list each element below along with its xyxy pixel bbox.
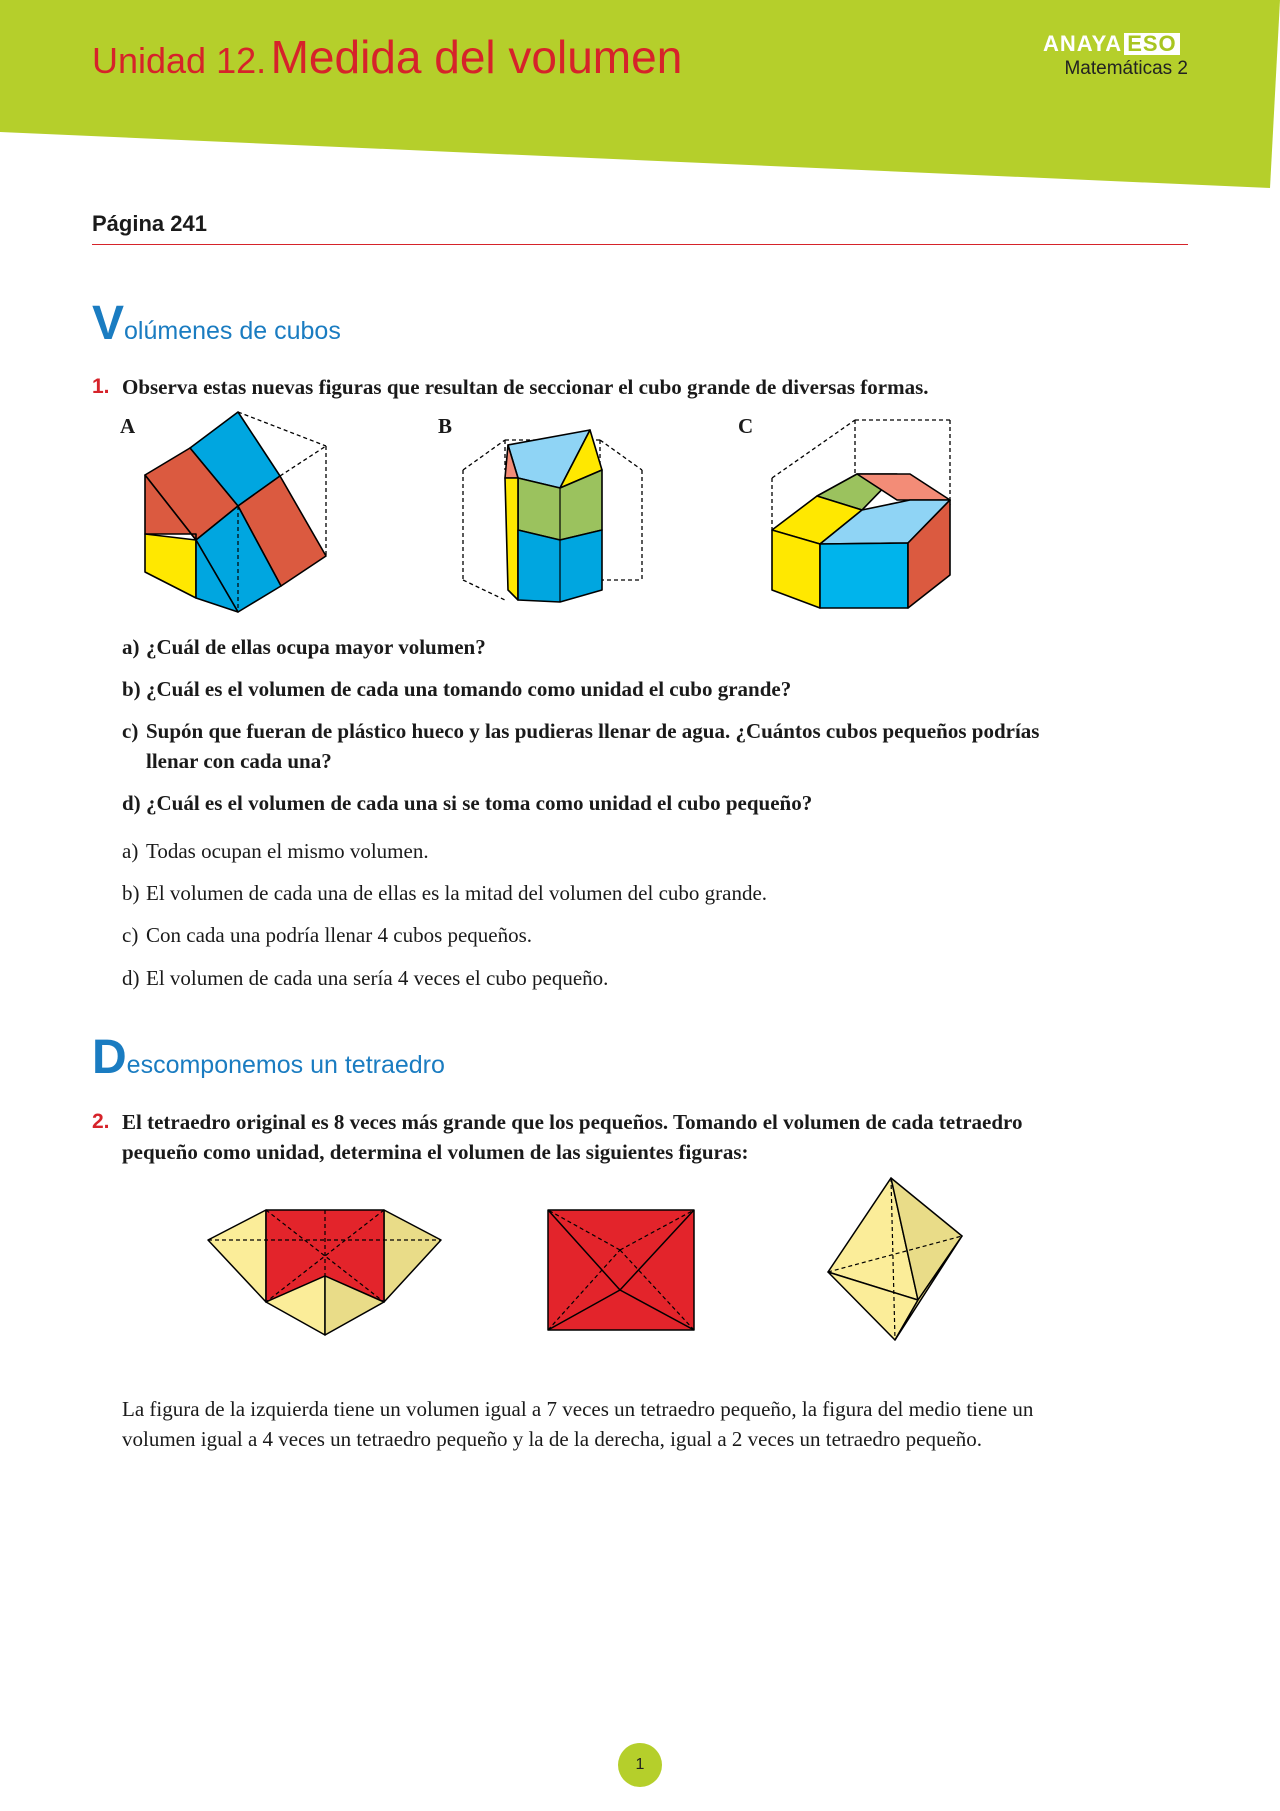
figure-tetrahedra-middle	[540, 1200, 710, 1340]
answer-text: Todas ocupan el mismo volumen.	[146, 839, 429, 863]
logo-eso: ESO	[1124, 33, 1179, 55]
figure-tetrahedra-right	[820, 1170, 970, 1350]
answer-1c	[122, 920, 1052, 950]
unit-title	[92, 30, 682, 84]
exercise-1-statement	[92, 372, 1052, 402]
exercise-number: 2.	[92, 1110, 110, 1133]
answer-1b	[122, 878, 1052, 908]
answer-text: El volumen de cada una de ellas es la mitad del volumen del cubo grande.	[146, 881, 768, 905]
question-letter: a)	[122, 635, 140, 659]
section-title-initial: V	[92, 297, 125, 350]
answer-letter: a)	[122, 839, 139, 863]
unit-prefix: Unidad 12.	[92, 40, 267, 81]
section-title-initial: D	[92, 1031, 127, 1084]
figure-tetrahedra-left	[200, 1200, 450, 1340]
question-letter: c)	[122, 719, 139, 743]
figure-a-cube-section	[130, 408, 340, 614]
subject-label: Matemáticas 2	[1064, 58, 1188, 79]
section-title-text: escomponemos un tetraedro	[126, 1051, 445, 1079]
question-1a	[122, 632, 1052, 662]
exercise-2-answer: La figura de la izquierda tiene un volumen igual a 7 veces un tetraedro pequeño, la figura del medio tiene un volumen igual a 4 veces un tetraedro pequeño y la de la derecha, igual a 2 veces un tetraedro pequeño.	[122, 1397, 1034, 1451]
header-banner	[0, 0, 1280, 190]
publisher-logo	[1043, 32, 1180, 56]
question-1d	[122, 788, 1052, 818]
question-letter: b)	[122, 677, 141, 701]
answer-letter: d)	[122, 966, 140, 990]
exercise-2-statement	[92, 1107, 1052, 1167]
logo-anaya: ANAYA	[1043, 31, 1123, 56]
answer-letter: c)	[122, 923, 139, 947]
answer-1a	[122, 836, 1052, 866]
question-text: ¿Cuál es el volumen de cada una tomando como unidad el cubo grande?	[146, 677, 792, 701]
unit-name: Medida del volumen	[270, 31, 683, 83]
question-text: Supón que fueran de plástico hueco y las pudieras llenar de agua. ¿Cuántos cubos pequeños podrías llenar con cada una?	[146, 719, 1040, 773]
section-title-text: olúmenes de cubos	[124, 317, 341, 345]
figure-c-cube-section	[765, 410, 965, 610]
question-text: ¿Cuál es el volumen de cada una si se toma como unidad el cubo pequeño?	[146, 791, 813, 815]
exercise-number: 1.	[92, 375, 110, 398]
section-title-tetraedro	[92, 1030, 445, 1085]
figure-label-a: A	[120, 414, 136, 438]
answer-letter: b)	[122, 881, 140, 905]
answer-text: El volumen de cada una sería 4 veces el cubo pequeño.	[146, 966, 609, 990]
page-label: Página 241	[92, 211, 207, 236]
question-text: ¿Cuál de ellas ocupa mayor volumen?	[146, 635, 486, 659]
exercise-text: Observa estas nuevas figuras que resultan de seccionar el cubo grande de diversas formas.	[122, 375, 929, 399]
page-divider	[92, 244, 1188, 245]
figure-b-cube-section	[455, 420, 655, 606]
figure-label-c: C	[738, 414, 754, 438]
question-1b	[122, 674, 1052, 704]
page-number: 1	[618, 1743, 662, 1787]
exercise-text: El tetraedro original es 8 veces más grande que los pequeños. Tomando el volumen de cada tetraedro pequeño como unidad, determina el volumen de las siguientes figuras:	[122, 1110, 1023, 1164]
answer-text: Con cada una podría llenar 4 cubos pequeños.	[146, 923, 533, 947]
figure-label-b: B	[438, 414, 453, 438]
section-title-volumenes	[92, 296, 341, 351]
question-letter: d)	[122, 791, 141, 815]
question-1c	[122, 716, 1052, 776]
answer-1d	[122, 963, 1052, 993]
